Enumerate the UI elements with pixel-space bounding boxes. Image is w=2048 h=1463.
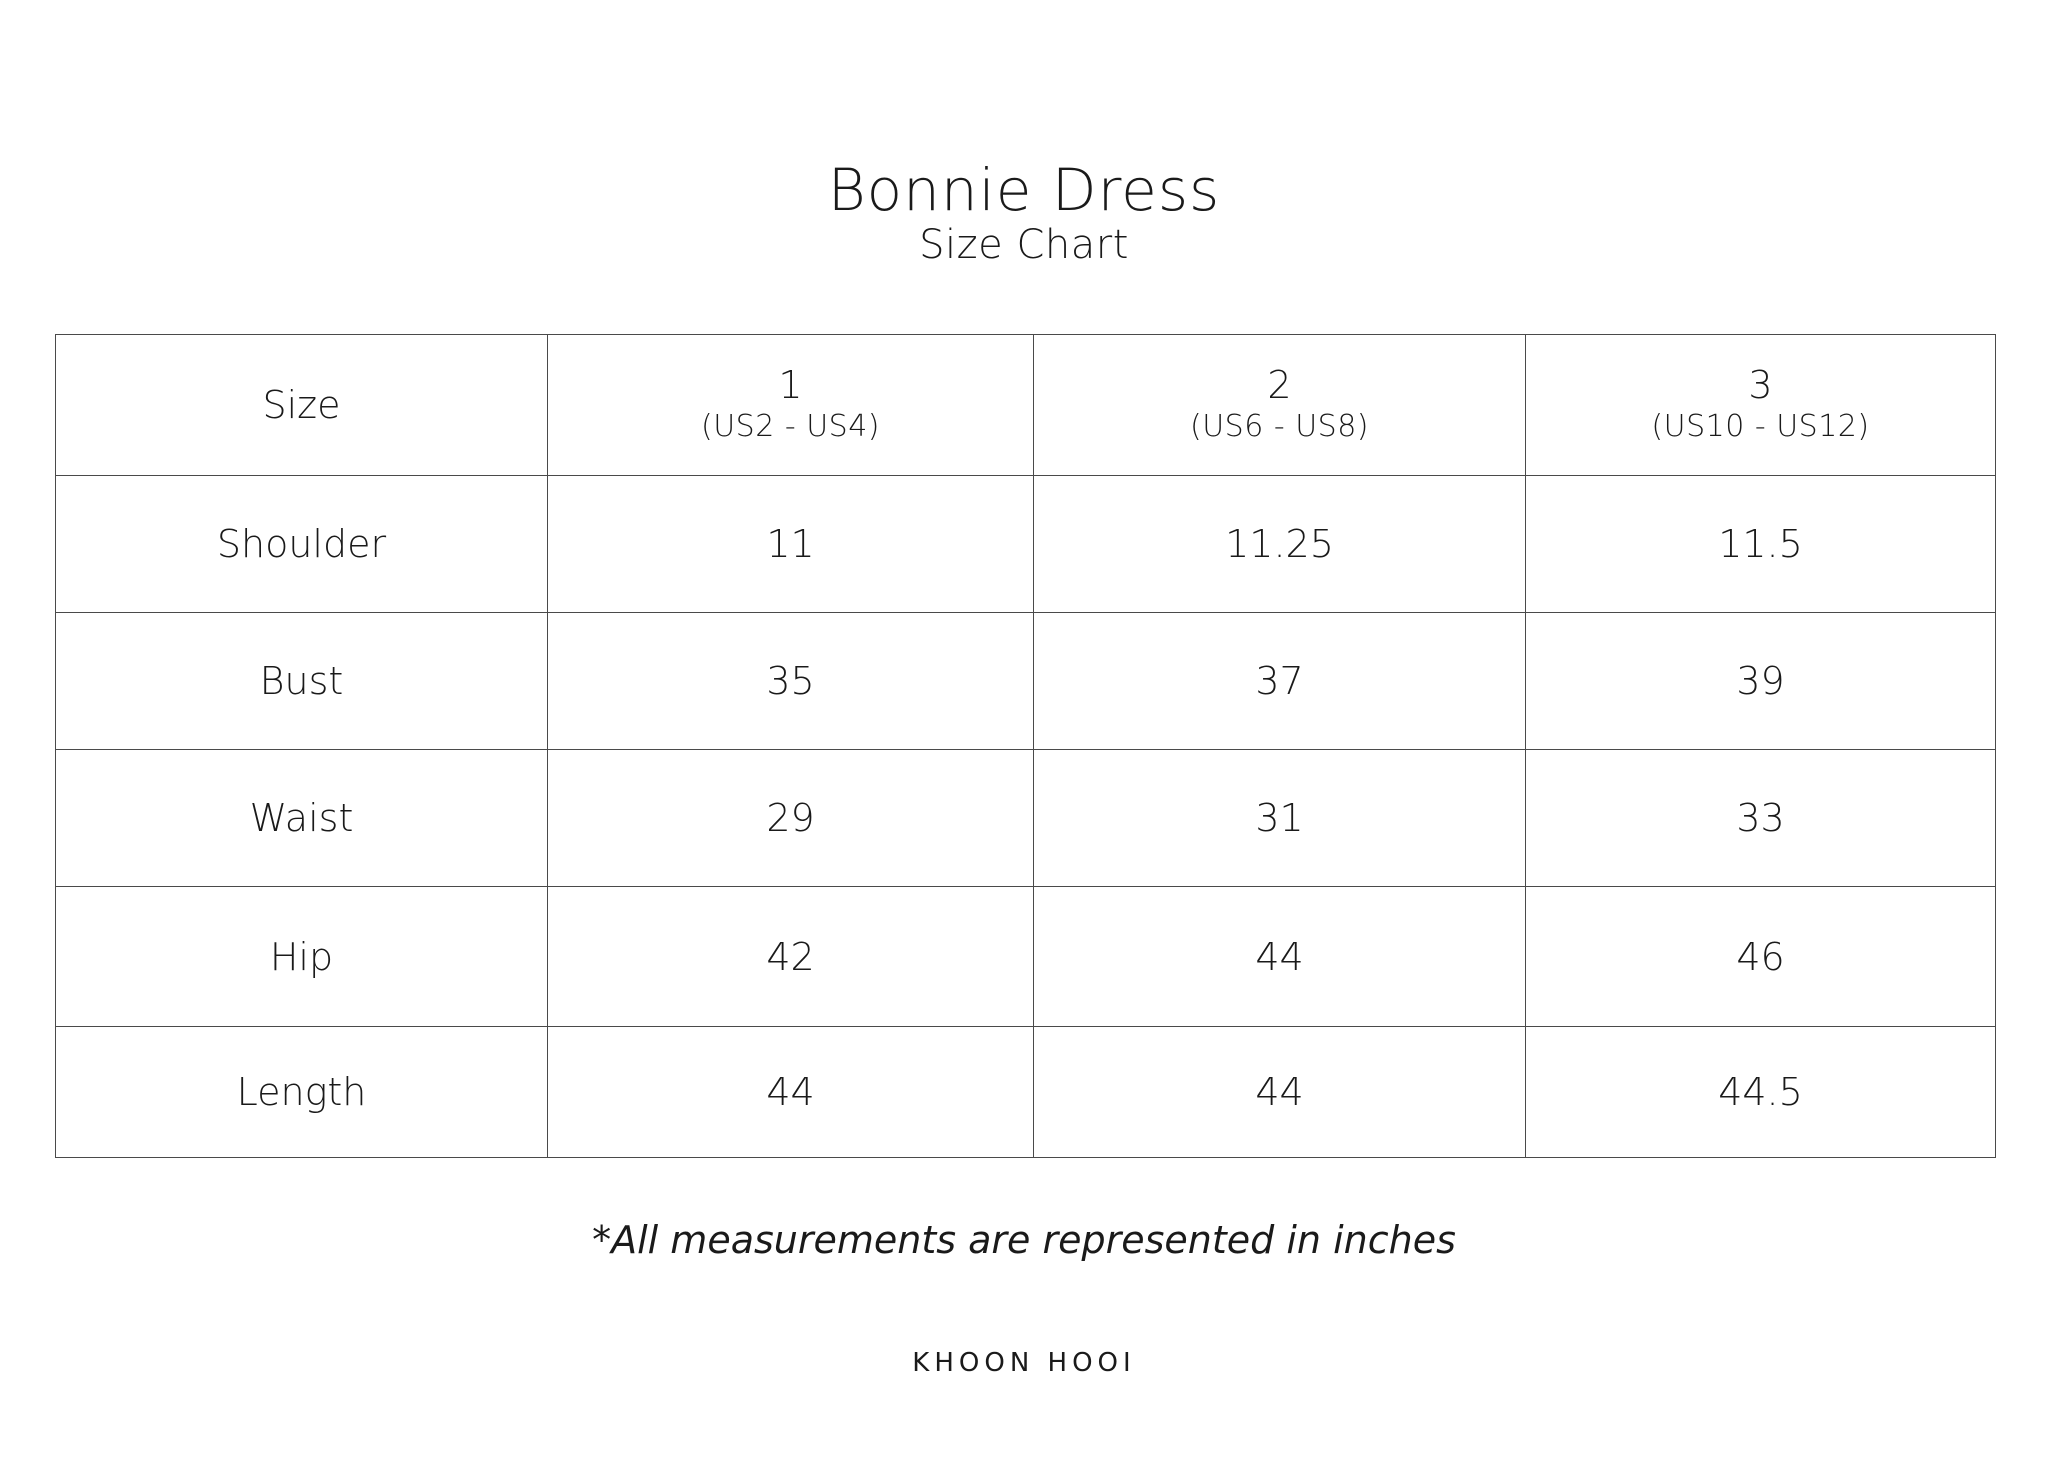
page-subtitle: Size Chart — [919, 222, 1129, 268]
row-label: Waist — [56, 750, 548, 887]
table-cell: 44.5 — [1526, 1027, 1996, 1158]
row-label: Hip — [56, 887, 548, 1027]
table-row — [56, 476, 1996, 613]
table-cell: 44 — [548, 1027, 1034, 1158]
table-row — [56, 613, 1996, 750]
table-cell: 31 — [1034, 750, 1526, 887]
page-title: Bonnie Dress — [827, 156, 1221, 224]
size-us-range: (US10 - US12) — [1651, 409, 1870, 444]
table-cell: 39 — [1526, 613, 1996, 750]
table-cell: 11.25 — [1034, 476, 1526, 613]
size-us-range: (US2 - US4) — [701, 409, 880, 444]
table-row — [56, 750, 1996, 887]
table-cell: 37 — [1034, 613, 1526, 750]
measurement-note: *All measurements are represented in inches — [592, 1218, 1456, 1262]
table-cell: 42 — [548, 887, 1034, 1027]
table-cell: 46 — [1526, 887, 1996, 1027]
size-number: 1 — [778, 363, 803, 407]
table-cell: 11.5 — [1526, 476, 1996, 613]
table-cell: 35 — [548, 613, 1034, 750]
size-label-cell: Size — [56, 335, 548, 476]
row-label: Bust — [56, 613, 548, 750]
table-cell: 11 — [548, 476, 1034, 613]
size-us-range: (US6 - US8) — [1190, 409, 1369, 444]
table-row — [56, 887, 1996, 1027]
brand-logo: KHOON HOOI — [912, 1348, 1136, 1378]
row-label: Length — [56, 1027, 548, 1158]
size-chart-table — [55, 334, 1996, 1158]
table-row — [56, 1027, 1996, 1158]
row-label: Shoulder — [56, 476, 548, 613]
size-header-cell — [1034, 335, 1526, 476]
table-cell: 44 — [1034, 887, 1526, 1027]
size-header-cell — [1526, 335, 1996, 476]
table-cell: 33 — [1526, 750, 1996, 887]
size-header-cell — [548, 335, 1034, 476]
table-cell: 29 — [548, 750, 1034, 887]
table-cell: 44 — [1034, 1027, 1526, 1158]
table-header-row — [56, 335, 1996, 476]
size-number: 2 — [1267, 363, 1292, 407]
size-number: 3 — [1748, 363, 1773, 407]
